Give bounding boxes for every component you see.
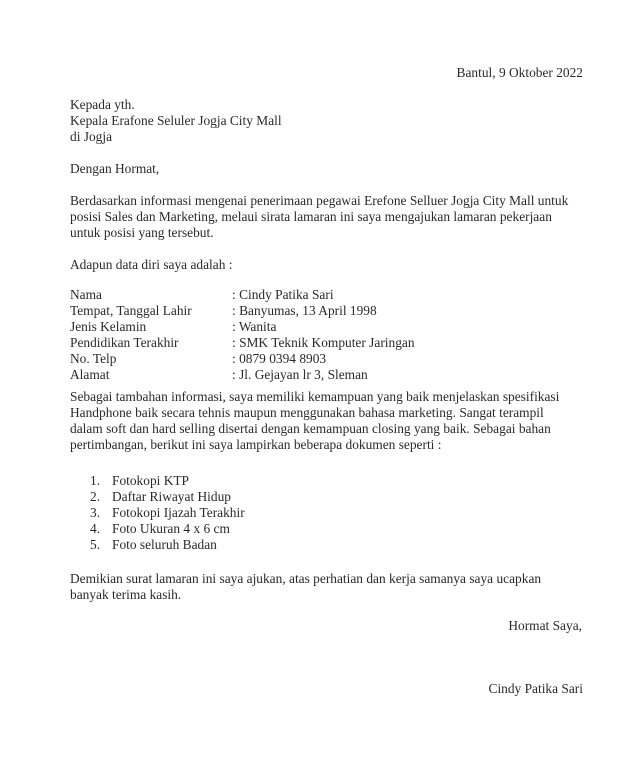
data-value: : SMK Teknik Komputer Jaringan [232,335,415,350]
data-label: Nama [70,287,102,302]
list-text: Foto seluruh Badan [112,537,217,552]
data-label: Jenis Kelamin [70,319,147,334]
data-value: : Jl. Gejayan lr 3, Sleman [232,367,368,382]
list-number: 3. [90,505,101,520]
closing-line: banyak terima kasih. [70,587,182,602]
data-row [70,303,590,319]
list-number: 5. [90,537,101,552]
intro-line: posisi Sales dan Marketing, melaui sirata lamaran ini saya mengajukan lamaran pekerjaan [70,209,552,224]
data-row [70,351,590,367]
data-row [70,319,590,335]
list-item [70,537,590,553]
list-item [70,489,590,505]
info-line: pertimbangan, berikut ini saya lampirkan beberapa dokumen seperti : [70,437,442,452]
personal-data-table [70,287,590,383]
info-line: Sebagai tambahan informasi, saya memiliki kemampuan yang baik menjelaskan spesifikasi [70,389,560,404]
data-label: No. Telp [70,351,117,366]
list-number: 4. [90,521,101,536]
info-line: dalam soft dan hard selling disertai dengan kemampuan closing yang baik. Sebagai bahan [70,421,551,436]
list-item [70,521,590,537]
list-text: Daftar Riwayat Hidup [112,489,231,504]
closing-paragraph [70,571,590,603]
list-text: Foto Ukuran 4 x 6 cm [112,521,230,536]
recipient-line: Kepada yth. [70,97,135,112]
data-value: : 0879 0394 8903 [232,351,327,366]
data-label: Pendidikan Terakhir [70,335,179,350]
data-value: : Wanita [232,319,277,334]
list-text: Fotokopi Ijazah Terakhir [112,505,245,520]
data-value: : Cindy Patika Sari [232,287,334,302]
signoff: Hormat Saya, [508,618,582,633]
attachment-list [70,473,590,553]
data-value: : Banyumas, 13 April 1998 [232,303,377,318]
list-item [70,505,590,521]
data-row [70,287,590,303]
recipient-line: di Jogja [70,129,113,144]
list-text: Fotokopi KTP [112,473,190,488]
closing-line: Demikian surat lamaran ini saya ajukan, atas perhatian dan kerja samanya saya ucapkan [70,571,542,586]
signer-name: Cindy Patika Sari [488,681,583,696]
recipient-block [70,97,590,145]
data-row [70,367,590,383]
data-row [70,335,590,351]
data-lead: Adapun data diri saya adalah : [70,257,233,272]
intro-line: Berdasarkan informasi mengenai penerimaan pegawai Erefone Selluer Jogja City Mall untuk [70,193,569,208]
recipient-line: Kepala Erafone Seluler Jogja City Mall [70,113,282,128]
additional-info-paragraph [70,389,590,453]
list-number: 2. [90,489,101,504]
data-label: Tempat, Tanggal Lahir [70,303,192,318]
info-line: Handphone baik secara tehnis maupun menggunakan bahasa marketing. Sangat terampil [70,405,544,420]
intro-line: untuk posisi yang tersebut. [70,225,214,240]
data-label: Alamat [70,367,110,382]
letter-date: Bantul, 9 Oktober 2022 [456,65,583,80]
greeting: Dengan Hormat, [70,161,160,176]
list-number: 1. [90,473,101,488]
list-item [70,473,590,489]
intro-paragraph [70,193,590,241]
